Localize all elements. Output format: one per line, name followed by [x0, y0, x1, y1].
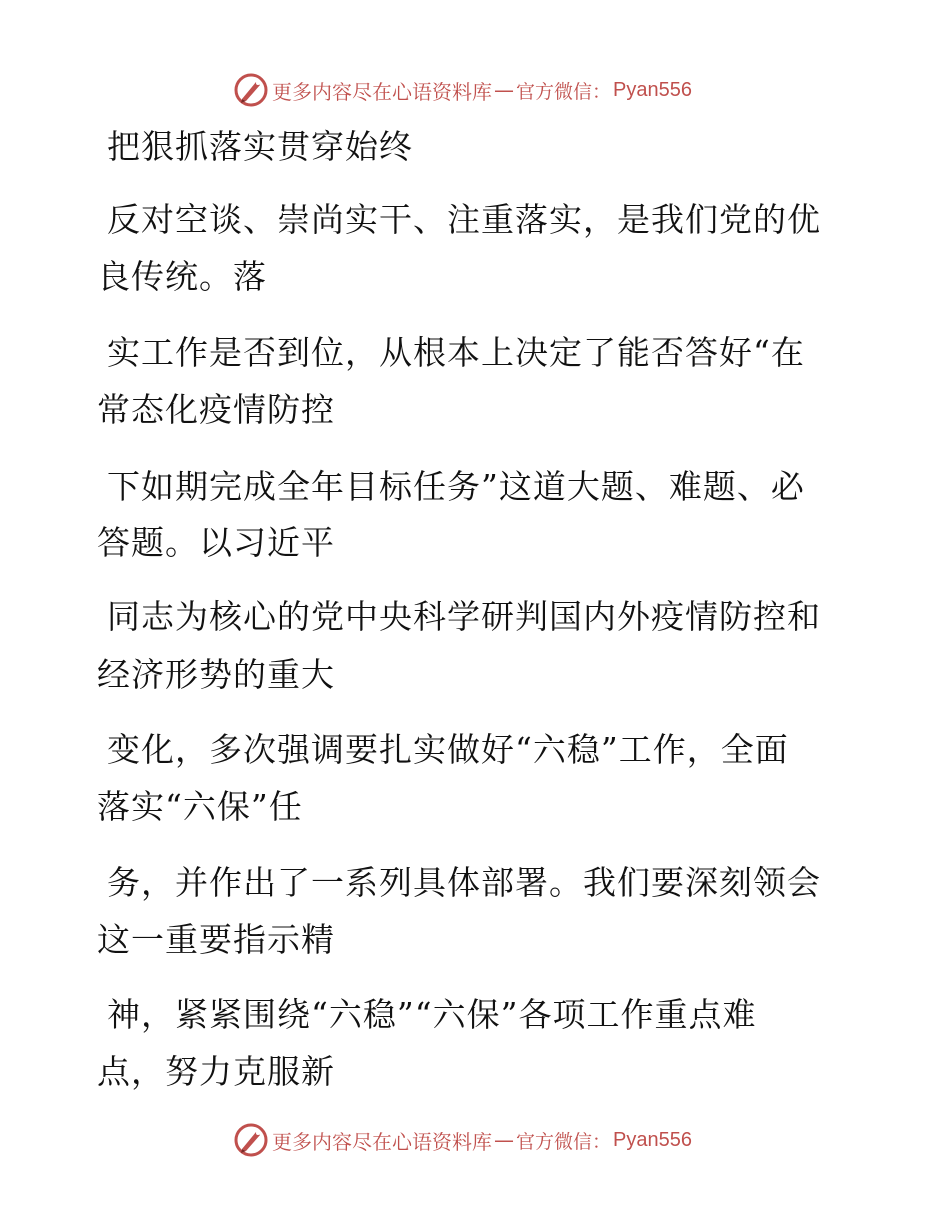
banner-wechat-label: 官方微信：: [516, 1130, 612, 1153]
pen-logo-icon: [234, 1123, 268, 1157]
banner-dash: —: [494, 78, 514, 102]
banner-wechat-label: 官方微信：: [516, 80, 612, 103]
paragraph-line: 落实“六保”任: [97, 787, 303, 826]
paragraph-line: 神，紧紧围绕“六稳”“六保”各项工作重点难: [107, 995, 757, 1034]
paragraph-line: 常态化疫情防控: [97, 390, 335, 429]
banner-wechat-id: Pyan556: [613, 78, 692, 101]
banner-site-text: 更多内容尽在心语资料库: [272, 79, 492, 104]
banner-dash: —: [494, 1128, 514, 1152]
paragraph-line: 下如期完成全年目标任务”这道大题、难题、必: [107, 467, 805, 506]
paragraph-line: 经济形势的重大: [97, 655, 335, 694]
paragraph-line: 反对空谈、崇尚实干、注重落实，是我们党的优: [107, 200, 821, 239]
banner-site-text: 更多内容尽在心语资料库: [272, 1129, 492, 1154]
paragraph-line: 同志为核心的党中央科学研判国内外疫情防控和: [107, 597, 821, 636]
paragraph-line: 良传统。落: [97, 257, 267, 296]
paragraph-line: 务，并作出了一系列具体部署。我们要深刻领会: [107, 863, 821, 902]
paragraph-line: 这一重要指示精: [97, 920, 335, 959]
paragraph-line: 变化，多次强调要扎实做好“六稳”工作，全面: [107, 730, 789, 769]
footer-banner: [234, 1120, 692, 1160]
banner-wechat-id: Pyan556: [613, 1128, 692, 1151]
pen-logo-icon: [234, 73, 268, 107]
paragraph-line: 实工作是否到位，从根本上决定了能否答好“在: [107, 333, 805, 372]
paragraph-line: 答题。以习近平: [97, 523, 335, 562]
document-title: 把狠抓落实贯穿始终: [107, 127, 413, 166]
header-banner: [234, 70, 692, 110]
paragraph-line: 点，努力克服新: [97, 1052, 335, 1091]
